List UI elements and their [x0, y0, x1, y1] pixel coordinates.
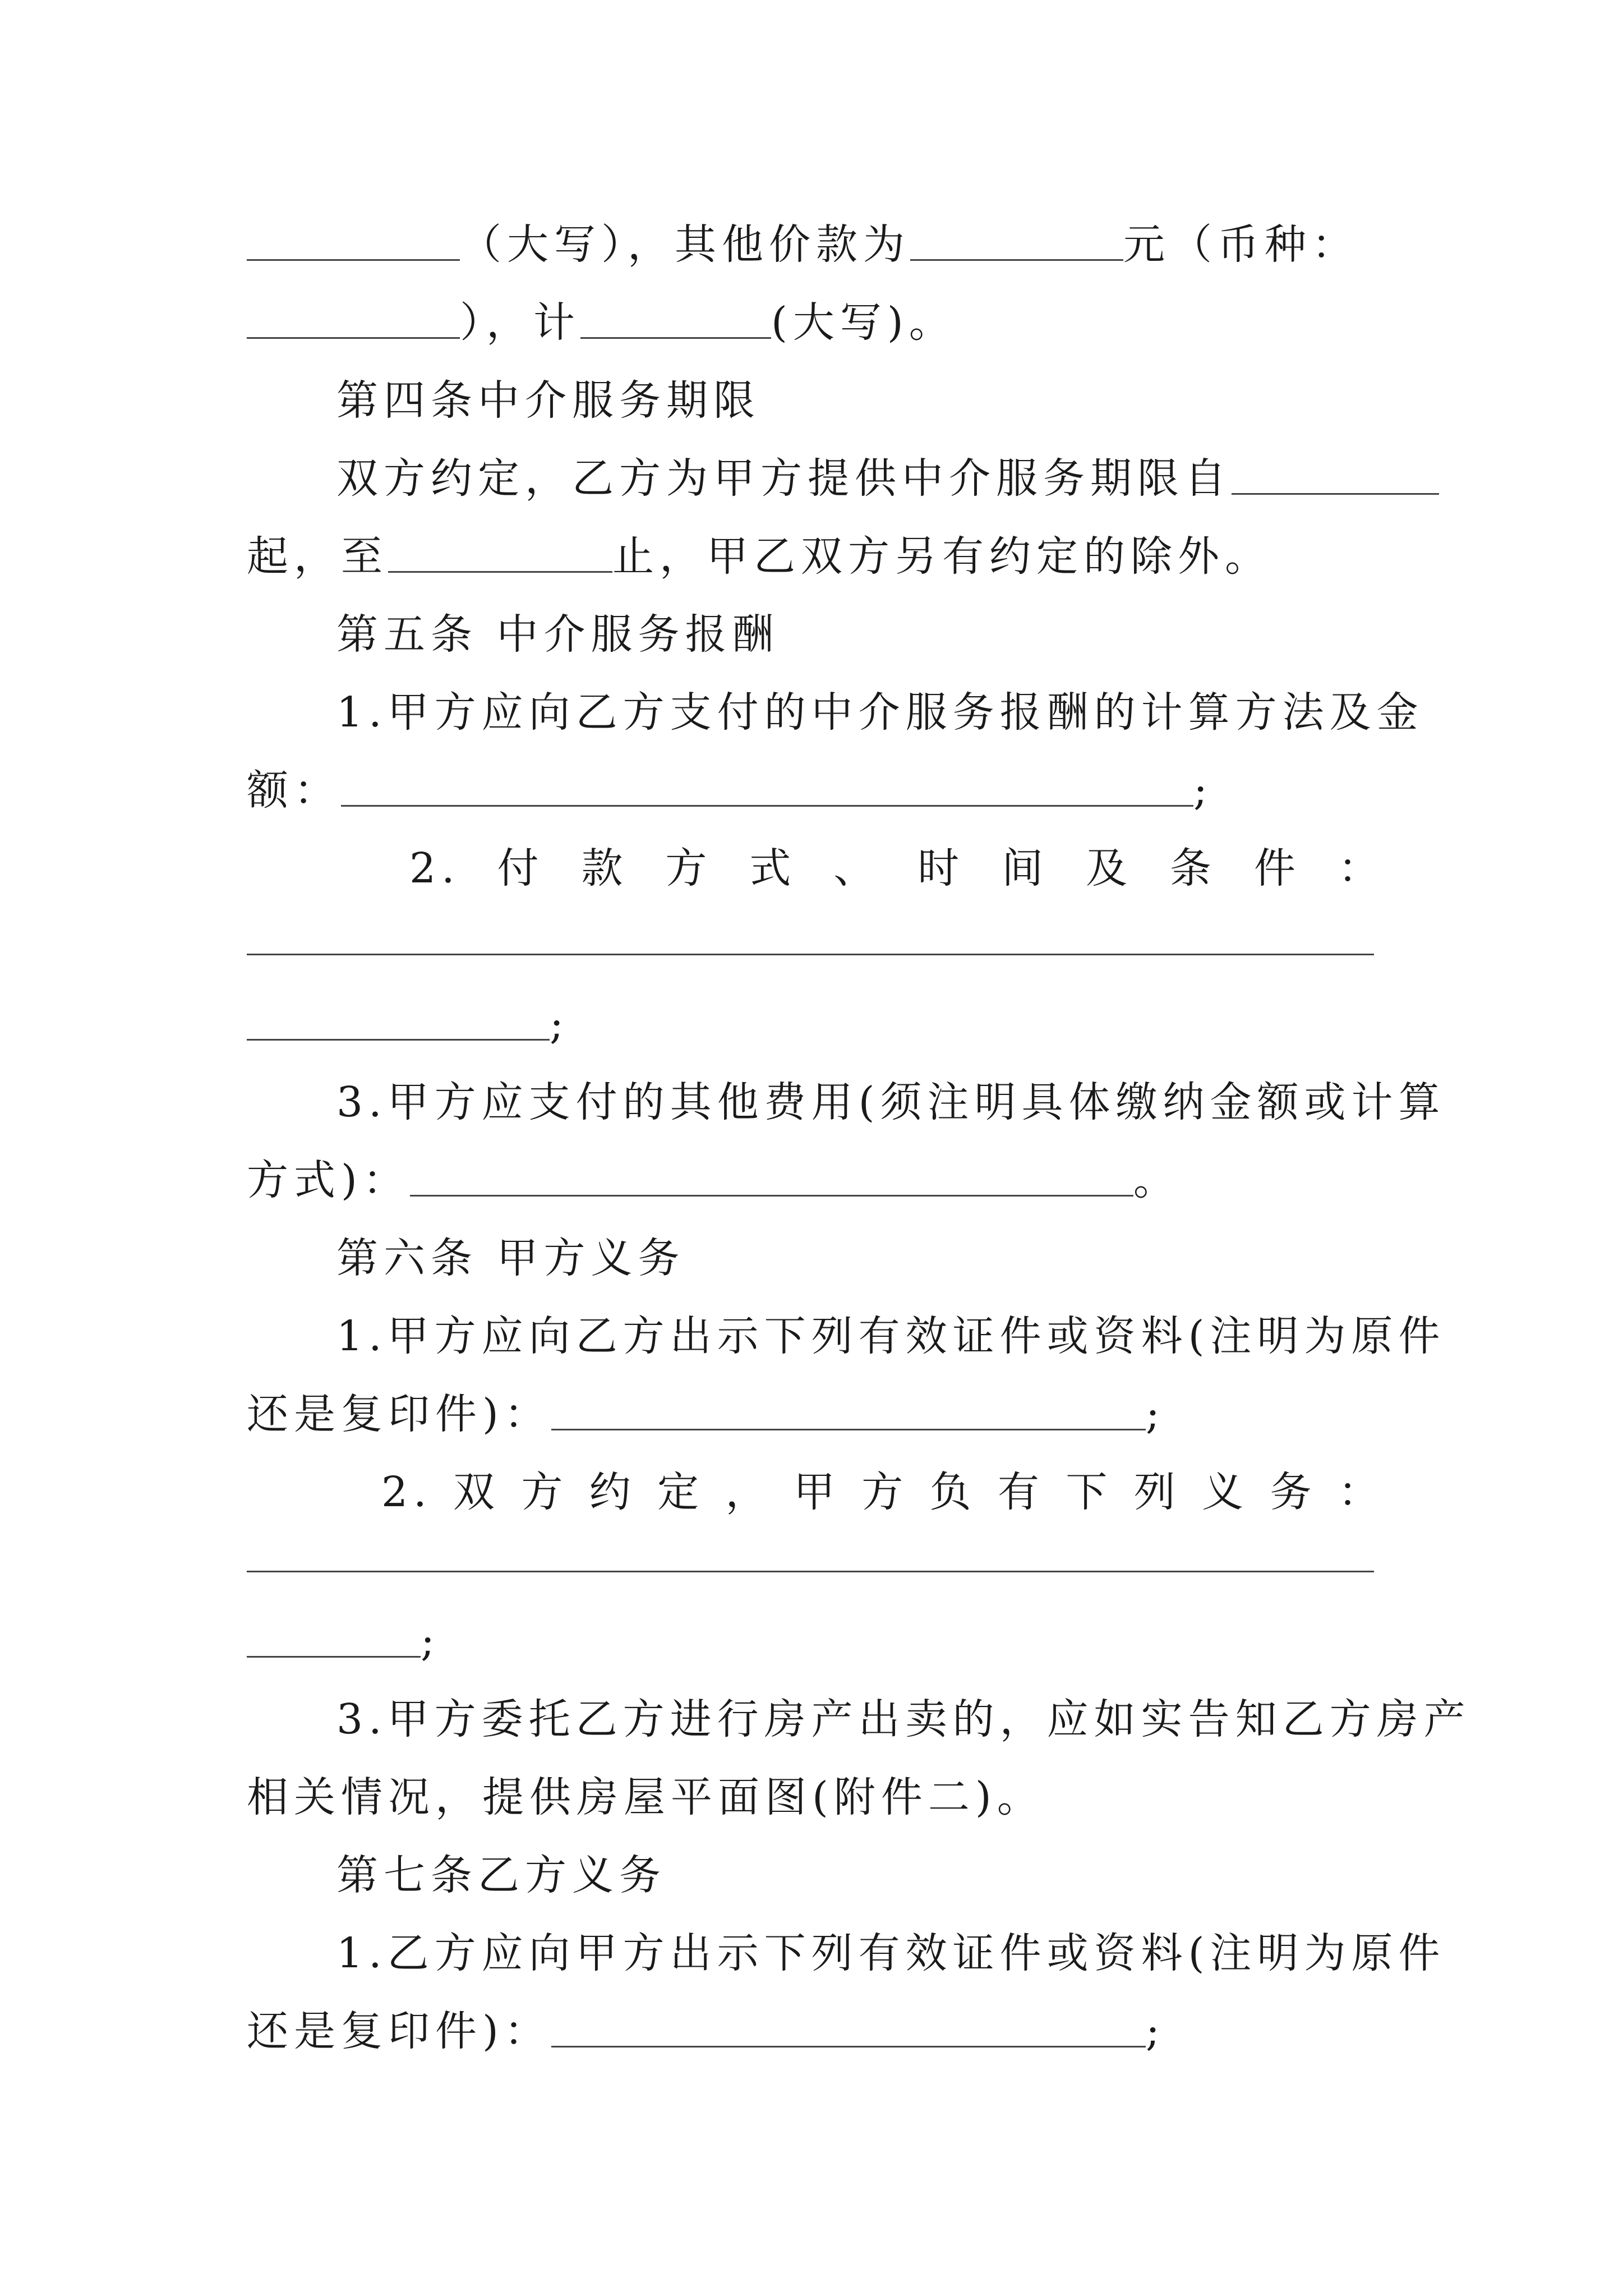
text-line [247, 1998, 1385, 2065]
fill-blank[interactable] [410, 1151, 1133, 1197]
spaced-char: 及 [1086, 844, 1133, 892]
text-segment: ; [1193, 766, 1213, 815]
spaced-char: 定 [657, 1468, 705, 1516]
spaced-char: 务 [1270, 1468, 1317, 1516]
spaced-char: 义 [1202, 1468, 1249, 1516]
text-segment: 方式)： [247, 1156, 410, 1204]
fill-blank[interactable] [551, 2002, 1146, 2047]
spaced-line [381, 1458, 1385, 1526]
text-line: 3.甲方委托乙方进行房产出卖的，应如实告知乙方房产 [336, 1695, 1471, 1743]
fill-blank[interactable] [341, 761, 1193, 807]
fill-blank[interactable] [247, 293, 460, 339]
spaced-char: 、 [833, 844, 881, 892]
fill-blank[interactable] [388, 527, 612, 573]
spaced-char: 件 [1253, 844, 1301, 892]
text-segment: ; [1145, 1390, 1165, 1438]
spaced-char: 方 [521, 1468, 569, 1516]
text-segment: ; [550, 1000, 569, 1048]
spaced-char: 负 [929, 1468, 977, 1516]
fill-blank[interactable] [551, 1385, 1146, 1430]
text-segment: ; [1145, 2007, 1165, 2055]
text-segment: 还是复印件)： [247, 2007, 551, 2055]
text-line [247, 211, 1385, 278]
text-line [247, 289, 1385, 356]
text-line: 3.甲方应支付的其他费用(须注明具体缴纳金额或计算 [336, 1078, 1446, 1126]
spaced-char: 2. [409, 844, 460, 892]
text-line [247, 757, 1385, 824]
spaced-char: 款 [581, 844, 629, 892]
text-segment: 元（币种： [1123, 220, 1359, 269]
spaced-char: 付 [497, 844, 545, 892]
spaced-char: 时 [917, 844, 965, 892]
article-4-title: 第四条中介服务期限 [336, 376, 760, 425]
text-segment: 止，甲乙双方另有约定的除外。 [612, 532, 1272, 581]
text-line [247, 1147, 1385, 1214]
text-line: 1.甲方应向乙方支付的中介服务报酬的计算方法及金 [336, 688, 1424, 737]
text-segment: 还是复印件)： [247, 1390, 551, 1438]
fill-blank[interactable] [910, 215, 1123, 261]
fill-rule[interactable] [247, 1571, 1374, 1572]
spaced-char: 式 [749, 844, 797, 892]
spaced-char: 列 [1133, 1468, 1181, 1516]
text-segment: ; [421, 1617, 440, 1665]
spaced-char: ： [1338, 1468, 1385, 1516]
text-segment: ），计 [460, 298, 580, 347]
text-line [247, 991, 1385, 1058]
text-segment: 起，至 [247, 532, 388, 581]
spaced-char: 下 [1066, 1468, 1113, 1516]
fill-blank[interactable] [247, 1612, 421, 1658]
fill-blank[interactable] [580, 293, 771, 339]
text-line: 1.甲方应向乙方出示下列有效证件或资料(注明为原件 [336, 1312, 1446, 1360]
spaced-char: 方 [861, 1468, 909, 1516]
article-7-title: 第七条乙方义务 [336, 1851, 666, 1899]
text-line [247, 523, 1385, 590]
text-segment: 。 [1133, 1156, 1181, 1204]
text-segment: （大写），其他价款为 [460, 220, 910, 269]
text-line [247, 1608, 1385, 1675]
article-6-title: 第六条 甲方义务 [336, 1234, 685, 1282]
spaced-line [409, 835, 1385, 902]
fill-blank[interactable] [1232, 449, 1439, 495]
text-line: 1.乙方应向甲方出示下列有效证件或资料(注明为原件 [336, 1929, 1446, 1977]
spaced-char: 甲 [793, 1468, 841, 1516]
spaced-char: 条 [1170, 844, 1218, 892]
text-line [336, 445, 1385, 512]
text-line [247, 1381, 1385, 1448]
spaced-char: ， [725, 1468, 773, 1516]
spaced-char: 约 [589, 1468, 637, 1516]
spaced-char: 方 [665, 844, 713, 892]
article-5-title: 第五条 中介服务报酬 [336, 610, 780, 659]
fill-blank[interactable] [247, 995, 550, 1041]
fill-blank[interactable] [247, 215, 460, 261]
spaced-char: 间 [1002, 844, 1049, 892]
text-line: 相关情况，提供房屋平面图(附件二)。 [247, 1773, 1044, 1821]
text-segment: 双方约定，乙方为甲方提供中介服务期限自 [336, 454, 1232, 503]
spaced-char: 双 [453, 1468, 500, 1516]
text-segment: (大写)。 [771, 298, 956, 347]
spaced-char: 有 [997, 1468, 1045, 1516]
spaced-char: 2. [381, 1468, 432, 1516]
spaced-char: ： [1338, 844, 1385, 892]
fill-rule[interactable] [247, 954, 1374, 955]
text-segment: 额： [247, 766, 341, 815]
